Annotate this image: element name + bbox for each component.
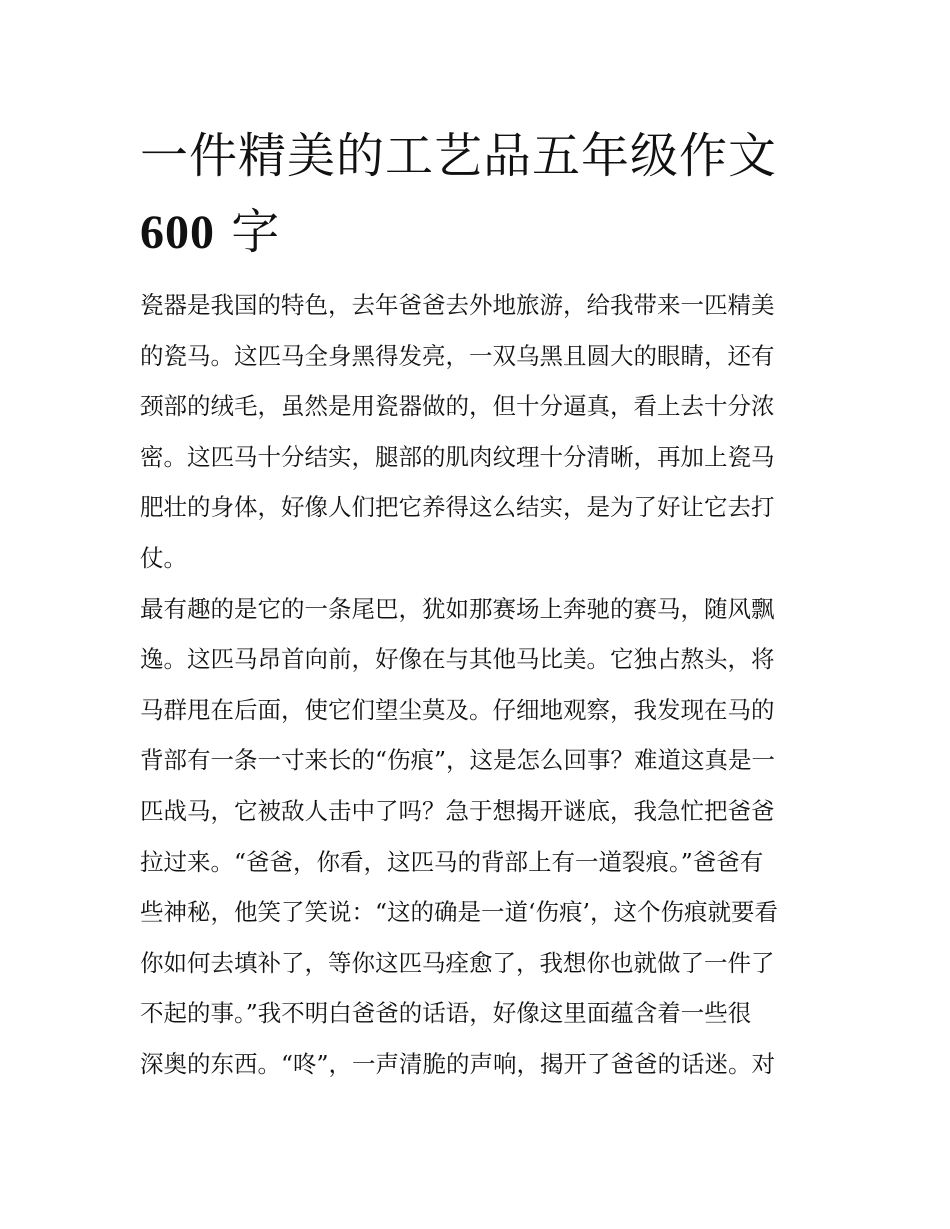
- text-line: 拉过来。“爸爸，你看，这匹马的背部上有一道裂痕。”爸爸有: [140, 847, 764, 876]
- document-title: [140, 118, 830, 271]
- text-line: 仗。: [140, 543, 187, 572]
- essay-body: [140, 280, 812, 1090]
- text-line: 的瓷马。这匹马全身黑得发亮，一双乌黑且圆大的眼睛，还有: [140, 341, 775, 370]
- text-line: 瓷器是我国的特色，去年爸爸去外地旅游，给我带来一匹精美: [140, 291, 775, 319]
- text-line: 密。这匹马十分结实，腿部的肌肉纹理十分清晰，再加上瓷马: [140, 442, 775, 471]
- text-line: 你如何去填补了，等你这匹马痊愈了，我想你也就做了一件了: [140, 948, 775, 977]
- title-main: 一件精美的工艺品五年级作文: [140, 128, 778, 184]
- title-suffix: 字: [215, 204, 281, 260]
- text-line: 马群甩在后面，使它们望尘莫及。仔细地观察，我发现在马的: [140, 695, 775, 724]
- text-line: 匹战马，它被敌人击中了吗？急于想揭开谜底，我急忙把爸爸: [140, 796, 775, 825]
- text-line: 不起的事。”我不明白爸爸的话语，好像这里面蕴含着一些很: [140, 999, 752, 1028]
- text-line: 背部有一条一寸来长的“伤痕”，这是怎么回事？难道这真是一: [140, 746, 776, 775]
- title-number: 600: [140, 206, 215, 259]
- text-line: 最有趣的是它的一条尾巴，犹如那赛场上奔驰的赛马，随风飘: [140, 594, 775, 623]
- text-line: 逸。这匹马昂首向前，好像在与其他马比美。它独占熬头，将: [140, 645, 775, 674]
- text-line: 深奥的东西。“咚”，一声清脆的声响，揭开了爸爸的话迷。对: [140, 1049, 776, 1078]
- text-line: 肥壮的身体，好像人们把它养得这么结实，是为了好让它去打: [140, 493, 775, 522]
- text-line: 颈部的绒毛，虽然是用瓷器做的，但十分逼真，看上去十分浓: [140, 392, 775, 421]
- text-line: 些神秘，他笑了笑说：“这的确是一道‘伤痕’，这个伤痕就要看: [140, 898, 778, 927]
